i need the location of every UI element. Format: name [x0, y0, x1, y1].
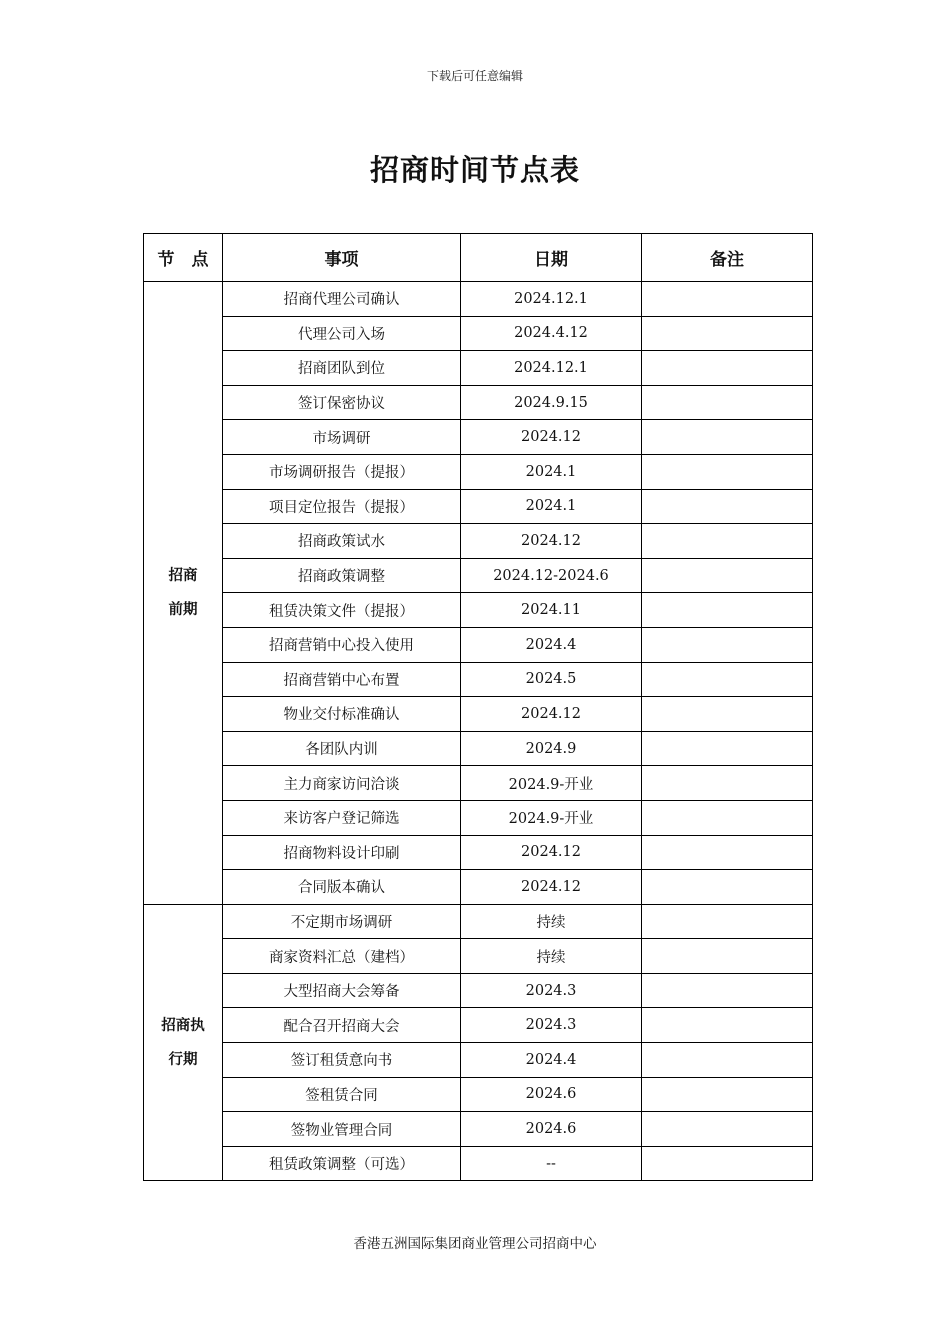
- table-row: [144, 454, 813, 489]
- remark-cell: [642, 662, 813, 697]
- item-cell: 项目定位报告（提报）: [223, 489, 461, 524]
- table-row: [144, 1008, 813, 1043]
- date-cell: 2024.3: [461, 973, 642, 1008]
- item-cell: 招商营销中心投入使用: [223, 627, 461, 662]
- item-cell: 签订租赁意向书: [223, 1043, 461, 1078]
- remark-cell: [642, 1112, 813, 1147]
- date-cell: 2024.9.15: [461, 385, 642, 420]
- item-cell: 市场调研报告（提报）: [223, 454, 461, 489]
- item-cell: 签物业管理合同: [223, 1112, 461, 1147]
- date-cell: 2024.4.12: [461, 316, 642, 351]
- table-row: [144, 904, 813, 939]
- date-cell: 持续: [461, 939, 642, 974]
- header-node: 节 点: [144, 234, 223, 282]
- date-cell: 2024.9-开业: [461, 766, 642, 801]
- table-row: [144, 1112, 813, 1147]
- item-cell: 配合召开招商大会: [223, 1008, 461, 1043]
- table-row: [144, 835, 813, 870]
- date-cell: 2024.12: [461, 524, 642, 559]
- item-cell: 招商团队到位: [223, 351, 461, 386]
- remark-cell: [642, 1043, 813, 1078]
- date-cell: 2024.1: [461, 454, 642, 489]
- date-cell: 2024.12: [461, 420, 642, 455]
- remark-cell: [642, 524, 813, 559]
- date-cell: 2024.12: [461, 697, 642, 732]
- date-cell: 2024.9: [461, 731, 642, 766]
- item-cell: 招商物料设计印刷: [223, 835, 461, 870]
- item-cell: 签租赁合同: [223, 1077, 461, 1112]
- table-row: [144, 420, 813, 455]
- item-cell: 租赁政策调整（可选）: [223, 1146, 461, 1181]
- date-cell: 2024.11: [461, 593, 642, 628]
- item-cell: 主力商家访问洽谈: [223, 766, 461, 801]
- item-cell: 商家资料汇总（建档）: [223, 939, 461, 974]
- date-cell: 2024.5: [461, 662, 642, 697]
- table-row: [144, 627, 813, 662]
- item-cell: 招商政策调整: [223, 558, 461, 593]
- remark-cell: [642, 766, 813, 801]
- item-cell: 各团队内训: [223, 731, 461, 766]
- item-cell: 合同版本确认: [223, 870, 461, 905]
- date-cell: 2024.6: [461, 1112, 642, 1147]
- table-row: [144, 524, 813, 559]
- date-cell: 2024.4: [461, 627, 642, 662]
- phase-label-line2: 行期: [168, 1051, 198, 1068]
- table-row: [144, 385, 813, 420]
- remark-cell: [642, 454, 813, 489]
- remark-cell: [642, 420, 813, 455]
- item-cell: 大型招商大会筹备: [223, 973, 461, 1008]
- phase-label-line2: 前期: [168, 601, 198, 618]
- table-row: [144, 1043, 813, 1078]
- item-cell: 签订保密协议: [223, 385, 461, 420]
- date-cell: 2024.12.1: [461, 282, 642, 317]
- item-cell: 市场调研: [223, 420, 461, 455]
- date-cell: 2024.12.1: [461, 351, 642, 386]
- date-cell: 2024.12-2024.6: [461, 558, 642, 593]
- remark-cell: [642, 282, 813, 317]
- table-row: [144, 973, 813, 1008]
- table-row: [144, 939, 813, 974]
- remark-cell: [642, 731, 813, 766]
- item-cell: 来访客户登记筛选: [223, 800, 461, 835]
- footer-org: 香港五洲国际集团商业管理公司招商中心: [353, 1236, 597, 1252]
- date-cell: 2024.9-开业: [461, 800, 642, 835]
- item-cell: 代理公司入场: [223, 316, 461, 351]
- schedule-body: [144, 282, 813, 1181]
- table-row: [144, 351, 813, 386]
- table-row: [144, 800, 813, 835]
- date-cell: 2024.6: [461, 1077, 642, 1112]
- top-note: 下载后可任意编辑: [426, 69, 523, 83]
- table-row: [144, 1146, 813, 1181]
- date-cell: 持续: [461, 904, 642, 939]
- remark-cell: [642, 870, 813, 905]
- table-row: [144, 766, 813, 801]
- item-cell: 招商营销中心布置: [223, 662, 461, 697]
- table-row: [144, 731, 813, 766]
- phase-label: [144, 282, 223, 905]
- item-cell: 物业交付标准确认: [223, 697, 461, 732]
- item-cell: 招商代理公司确认: [223, 282, 461, 317]
- remark-cell: [642, 316, 813, 351]
- remark-cell: [642, 800, 813, 835]
- remark-cell: [642, 489, 813, 524]
- table-row: [144, 593, 813, 628]
- date-cell: 2024.1: [461, 489, 642, 524]
- item-cell: 不定期市场调研: [223, 904, 461, 939]
- remark-cell: [642, 627, 813, 662]
- phase-label-line1: 招商执: [161, 1017, 205, 1034]
- phase-label: [144, 904, 223, 1181]
- remark-cell: [642, 593, 813, 628]
- header-date: 日期: [461, 234, 642, 282]
- remark-cell: [642, 1146, 813, 1181]
- table-row: [144, 662, 813, 697]
- item-cell: 招商政策试水: [223, 524, 461, 559]
- remark-cell: [642, 351, 813, 386]
- date-cell: --: [461, 1146, 642, 1181]
- phase-label-line1: 招商: [168, 567, 198, 584]
- remark-cell: [642, 904, 813, 939]
- remark-cell: [642, 697, 813, 732]
- table-row: [144, 316, 813, 351]
- table-row: [144, 282, 813, 317]
- schedule-table: [143, 233, 813, 1181]
- remark-cell: [642, 385, 813, 420]
- header-row: [144, 234, 813, 282]
- remark-cell: [642, 973, 813, 1008]
- table-row: [144, 489, 813, 524]
- table-row: [144, 697, 813, 732]
- remark-cell: [642, 835, 813, 870]
- date-cell: 2024.4: [461, 1043, 642, 1078]
- remark-cell: [642, 939, 813, 974]
- date-cell: 2024.3: [461, 1008, 642, 1043]
- remark-cell: [642, 1008, 813, 1043]
- remark-cell: [642, 1077, 813, 1112]
- date-cell: 2024.12: [461, 870, 642, 905]
- header-item: 事项: [223, 234, 461, 282]
- remark-cell: [642, 558, 813, 593]
- date-cell: 2024.12: [461, 835, 642, 870]
- page-title: 招商时间节点表: [369, 153, 580, 187]
- header-remark: 备注: [642, 234, 813, 282]
- table-row: [144, 558, 813, 593]
- table-row: [144, 870, 813, 905]
- table-row: [144, 1077, 813, 1112]
- item-cell: 租赁决策文件（提报）: [223, 593, 461, 628]
